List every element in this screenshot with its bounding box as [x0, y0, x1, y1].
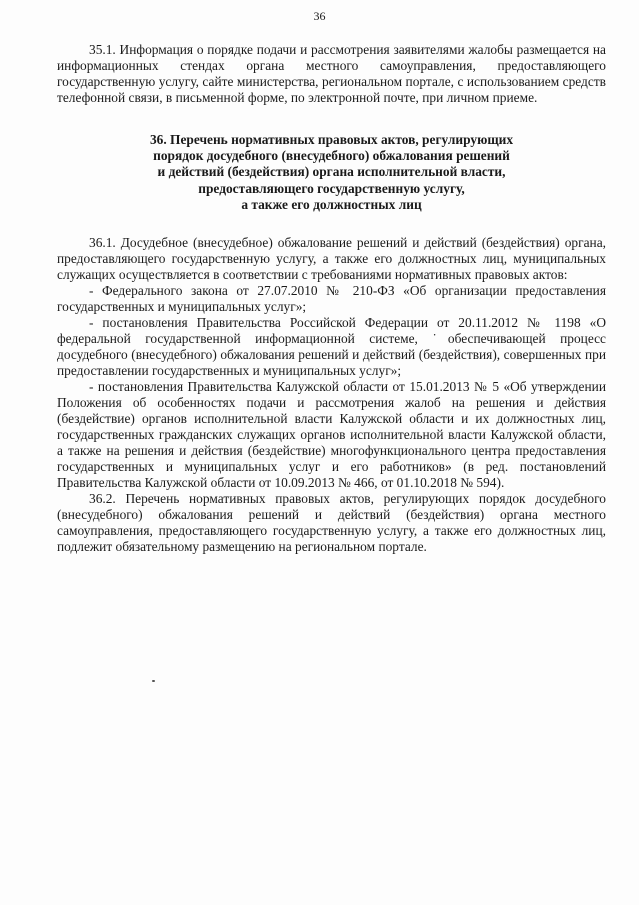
- heading-line: и действий (бездействия) органа исполнительной власти,: [157, 164, 506, 180]
- legal-act-item: - Федерального закона от 27.07.2010 № 210-ФЗ «Об организации предоставления государственных и муниципальных услуг»;: [57, 283, 606, 315]
- paragraph-35-1: 35.1. Информация о порядке подачи и рассмотрения заявителями жалобы размещается на информационных стендах органа местного самоуправления, предоставляющего государственную услугу, сайте министерства, региональном портале, с использованием средств телефонной связи, в письменной форме, по электронной почте, при личном приеме.: [57, 42, 606, 105]
- page-number: 36: [313, 9, 326, 23]
- legal-act-item: - постановления Правительства Калужской области от 15.01.2013 № 5 «Об утверждении Положения об особенностях подачи и рассмотрения жалоб на решения и действия (бездействие) органов исполнительной власти Калужской области и их должностных лиц, государственных гражданских служащих органов исполнительной власти Калужской области, а также на решения и действия (бездействие) многофункционального центра предоставления государственных и муниципальных услуг и его работников» (в ред. постановлений Правительства Калужской области от 10.09.2013 № 466, от 01.10.2018 № 594).: [57, 379, 606, 491]
- heading-line: порядок досудебного (внесудебного) обжалования решений: [153, 148, 510, 164]
- document-body: [57, 42, 606, 555]
- legal-act-item: - постановления Правительства Российской Федерации от 20.11.2012 № 1198 «О федеральной государственной информационной системе, ˙обеспечивающей процесс досудебного (внесудебного) обжалования решений и действий (бездействия), совершенных при предоставлении государственных и муниципальных услуг»;: [57, 315, 606, 379]
- paragraph-36-1: 36.1. Досудебное (внесудебное) обжалование решений и действий (бездействия) органа, предоставляющего государственную услугу, а также его должностных лиц, муниципальных служащих осуществляется в соответствии с требованиями нормативных правовых актов:: [57, 235, 606, 283]
- scan-artifact-dot: [152, 680, 155, 682]
- heading-line: 36. Перечень нормативных правовых актов, регулирующих: [149, 132, 514, 147]
- heading-line: а также его должностных лиц: [241, 196, 422, 212]
- section-36-heading: [57, 132, 606, 213]
- heading-line: предоставляющего государственную услугу,: [198, 180, 465, 196]
- paragraph-36-2: 36.2. Перечень нормативных правовых актов, регулирующих порядок досудебного (внесудебного) обжалования решений и действий (бездействия) органа местного самоуправления, предоставляющего государственную услугу, а также его должностных лиц, подлежит обязательному размещению на региональном портале.: [57, 491, 606, 555]
